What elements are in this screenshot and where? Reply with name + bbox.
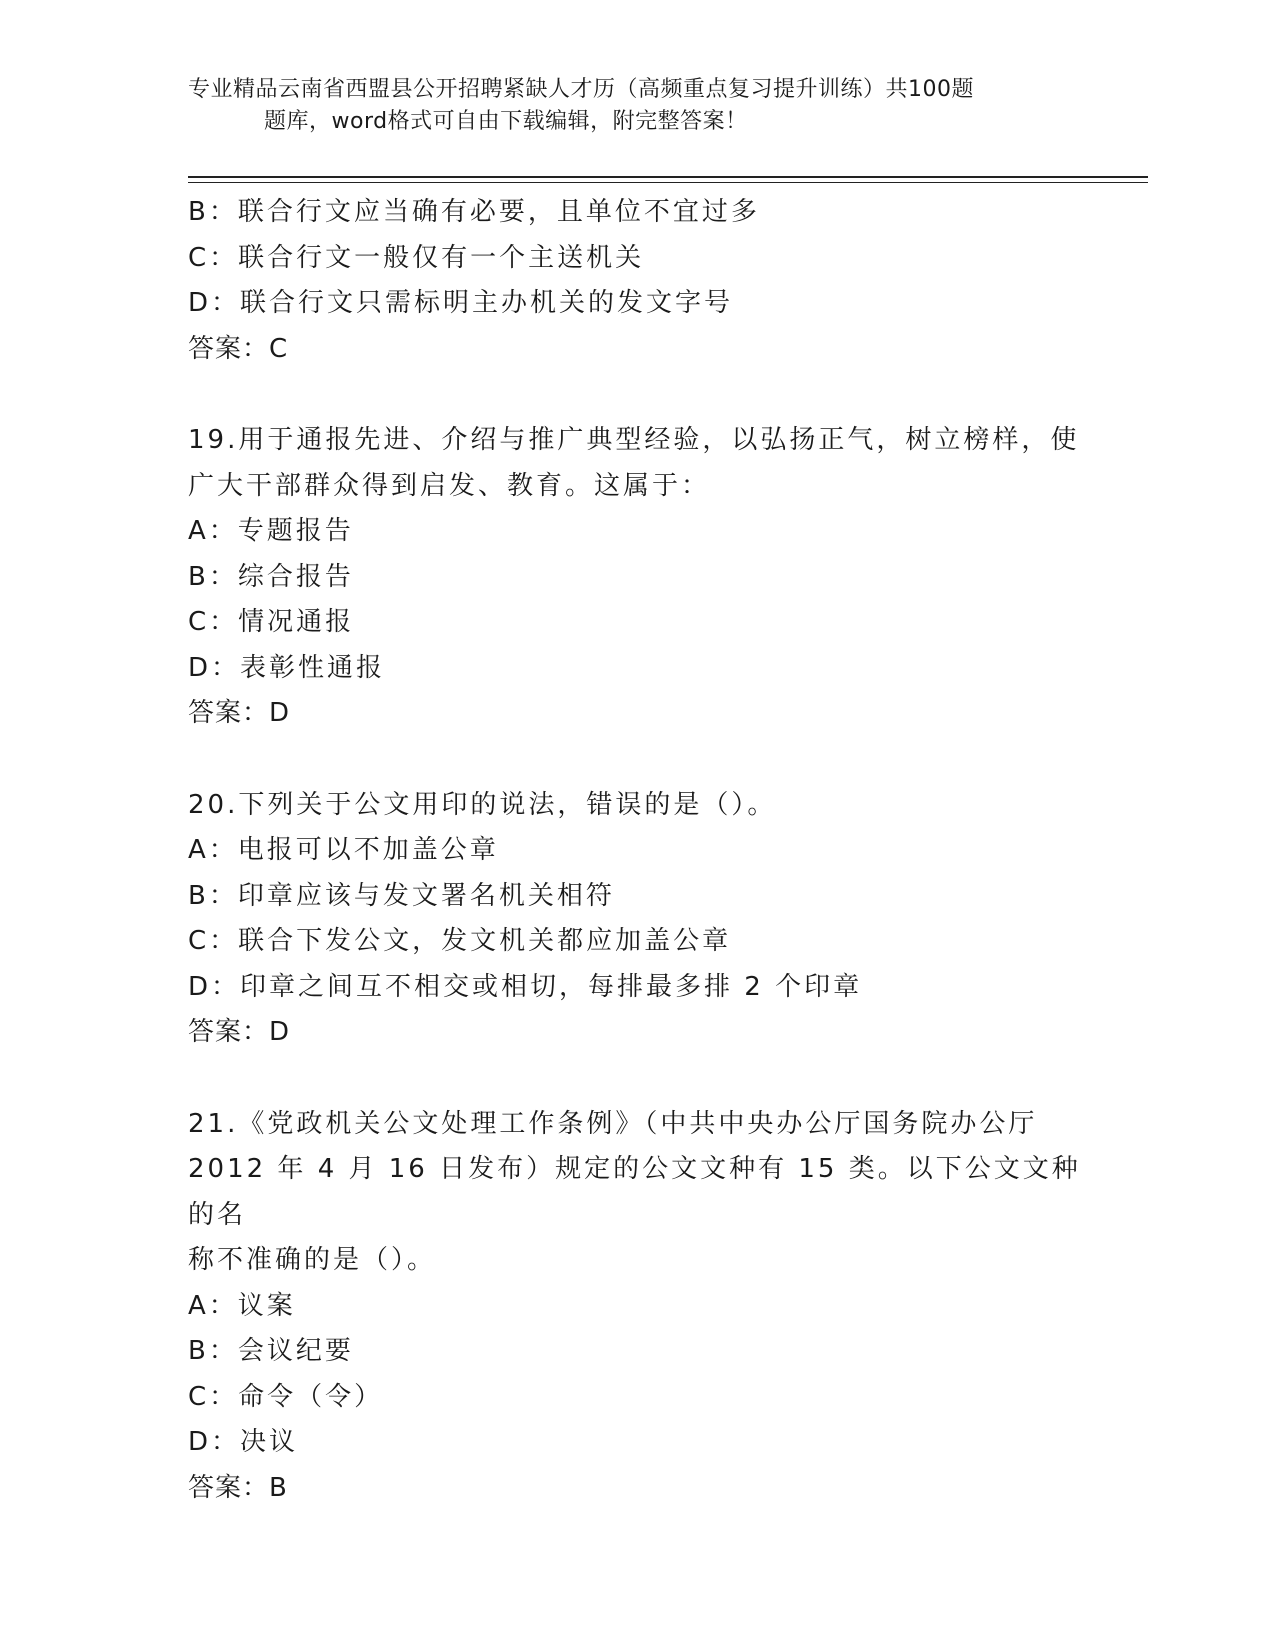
document-header (188, 74, 1068, 138)
question-stem: 19.用于通报先进、介绍与推广典型经验，以弘扬正气，树立榜样，使 (188, 425, 1080, 455)
header-rule-thin (188, 182, 1148, 183)
question-20 (188, 783, 1088, 1056)
option-c: C：命令（令） (188, 1381, 384, 1412)
header-rule-thick (188, 176, 1148, 178)
question-stem: 称不准确的是（）。 (188, 1245, 437, 1275)
option-d: D：表彰性通报 (188, 652, 386, 683)
option-c: C：联合下发公文，发文机关都应加盖公章 (188, 926, 732, 956)
answer: 答案：C (188, 333, 289, 364)
question-21 (188, 1102, 1088, 1512)
header-title-line-1: 专业精品云南省西盟县公开招聘紧缺人才历（高频重点复习提升训练）共100题 (188, 77, 974, 102)
question-18-continued (188, 190, 1088, 372)
option-d: D：决议 (188, 1427, 299, 1457)
question-19 (188, 418, 1088, 737)
question-list (188, 190, 1088, 1511)
option-b: B：联合行文应当确有必要，且单位不宜过多 (188, 197, 760, 227)
answer: 答案：B (188, 1472, 288, 1503)
option-a: A：议案 (188, 1290, 296, 1321)
question-stem: 广大干部群众得到启发、教育。这属于： (188, 470, 711, 501)
option-d: D：联合行文只需标明主办机关的发文字号 (188, 288, 734, 318)
spacer (188, 737, 1088, 783)
option-c: C：联合行文一般仅有一个主送机关 (188, 242, 645, 273)
option-b: B：综合报告 (188, 561, 354, 592)
header-title-line-2: 题库，word格式可自由下载编辑，附完整答案！ (264, 109, 748, 134)
question-stem: 20.下列关于公文用印的说法，错误的是（）。 (188, 789, 777, 820)
option-d: D：印章之间互不相交或相切，每排最多排 2 个印章 (188, 971, 863, 1002)
option-a: A：专题报告 (188, 516, 354, 546)
answer: 答案：D (188, 1017, 291, 1047)
spacer (188, 1056, 1088, 1102)
option-a: A：电报可以不加盖公章 (188, 835, 499, 865)
option-b: B：会议纪要 (188, 1336, 354, 1366)
question-stem: 2012 年 4 月 16 日发布）规定的公文文种有 15 类。以下公文文种的名 (188, 1154, 1081, 1230)
option-c: C：情况通报 (188, 607, 355, 637)
question-stem: 21.《党政机关公文处理工作条例》（中共中央办公厅国务院办公厅 (188, 1108, 1038, 1139)
answer: 答案：D (188, 698, 291, 728)
option-b: B：印章应该与发文署名机关相符 (188, 880, 615, 911)
spacer (188, 372, 1088, 418)
